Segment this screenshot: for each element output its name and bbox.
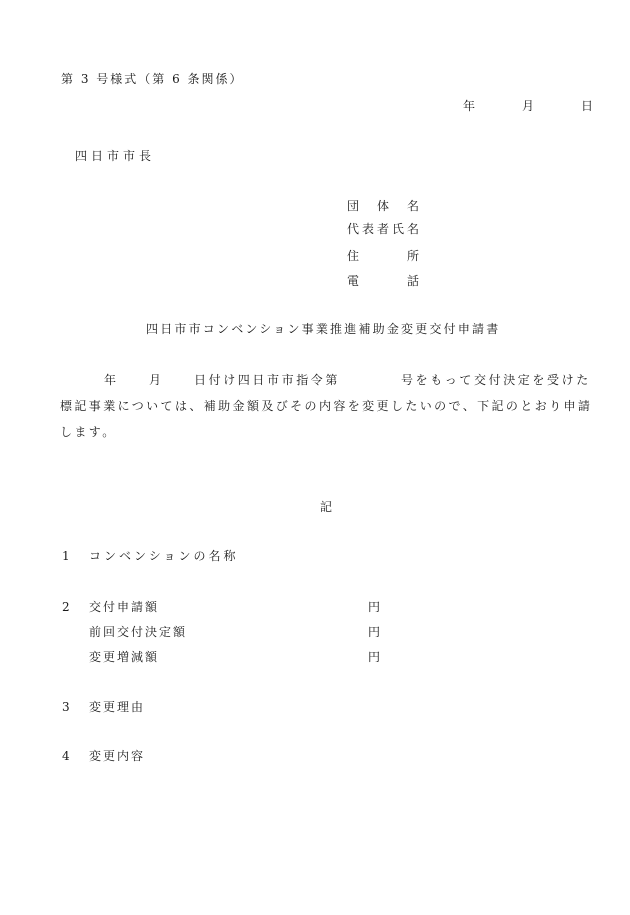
date-line (0, 97, 630, 111)
item-2-row-label: 前回交付決定額 (89, 625, 188, 639)
applicant-phone-label: 電 話 (347, 274, 419, 288)
body-line-2: 標記事業については、補助金額及びその内容を変更したいので、下記のとおり申請 (60, 399, 593, 413)
item-2-row-label: 変更増減額 (89, 650, 160, 664)
document-title: 四日市市コンベンション事業推進補助金変更交付申請書 (146, 322, 501, 336)
body-line-3: します。 (60, 425, 117, 439)
date-day-label: 日 (581, 99, 594, 113)
item-1-number: 1 (62, 549, 70, 563)
date-year-label: 年 (463, 99, 476, 113)
date-month-label: 月 (522, 99, 535, 113)
applicant-address-label: 住 所 (347, 249, 419, 263)
item-2-row-unit: 円 (368, 650, 383, 664)
addressee: 四日市市長 (75, 149, 156, 163)
applicant-group-name-label: 団 体 名 (347, 199, 419, 213)
item-2-row-unit: 円 (368, 625, 383, 639)
item-2-row-label: 交付申請額 (89, 600, 160, 614)
item-3-label: 変更理由 (89, 700, 146, 714)
ki-heading: 記 (320, 500, 335, 514)
item-3-number: 3 (62, 700, 70, 714)
item-2-number: 2 (62, 600, 70, 614)
body-line-1: 年 月 日付け四日市市指令第 号をもって交付決定を受けた (104, 373, 591, 387)
item-1-label: コンベンションの名称 (89, 549, 239, 563)
form-number-label: 第 3 号様式（第 6 条関係） (61, 72, 244, 86)
item-4-number: 4 (62, 749, 70, 763)
applicant-representative-label: 代表者氏名 (347, 222, 423, 236)
item-4-label: 変更内容 (89, 749, 146, 763)
item-2-row-unit: 円 (368, 600, 383, 614)
